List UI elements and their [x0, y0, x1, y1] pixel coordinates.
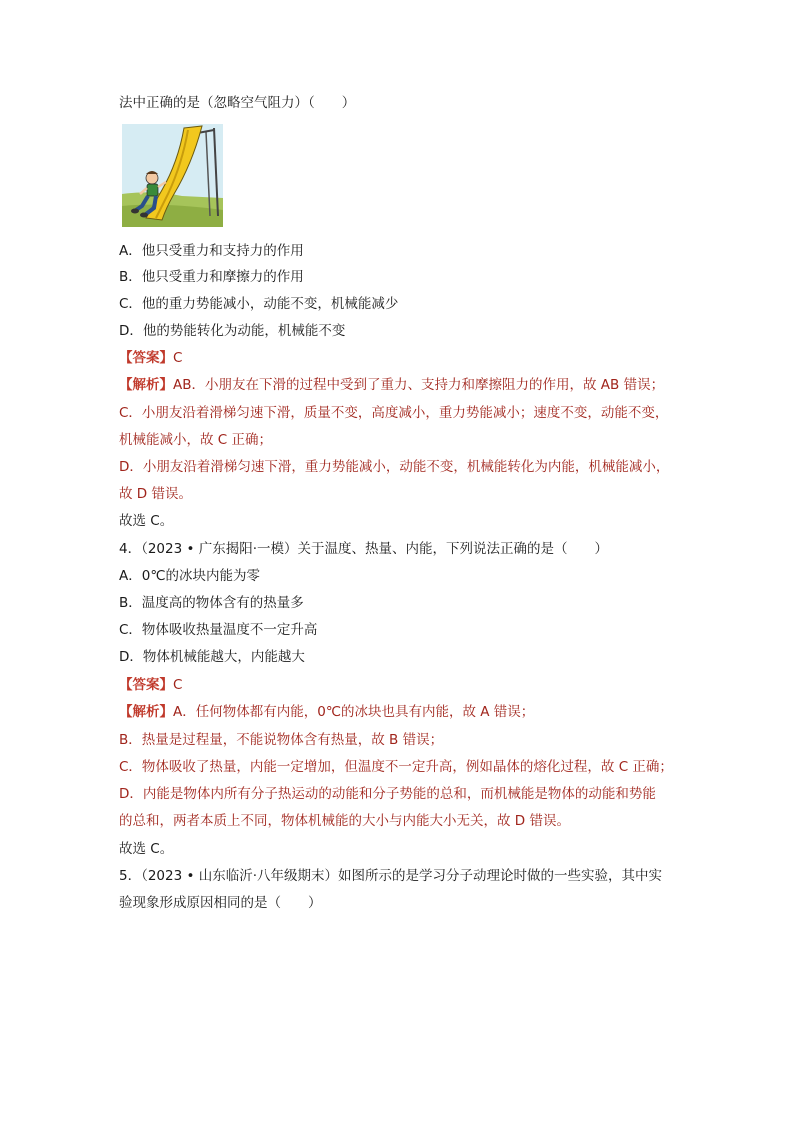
- q4-analysis-line-1: [119, 703, 534, 721]
- analysis-tag: 【解析】: [119, 704, 173, 720]
- q5-stem-line-2: 验现象形成原因相同的是（ ）: [119, 895, 322, 911]
- q3-option-c: C．他的重力势能减小，动能不变，机械能减少: [119, 296, 399, 312]
- q4-option-b: B．温度高的物体含有的热量多: [119, 595, 304, 611]
- q4-option-d: D．物体机械能越大，内能越大: [119, 649, 305, 665]
- q4-conclusion: 故选 C。: [119, 841, 174, 857]
- q4-option-c: C．物体吸收热量温度不一定升高: [119, 622, 318, 638]
- answer-tag: 【答案】: [119, 350, 173, 366]
- q3-option-d: D．他的势能转化为动能，机械能不变: [119, 323, 346, 339]
- q3-analysis-line-3: 机械能减小，故 C 正确；: [119, 432, 273, 448]
- q3-option-b: B．他只受重力和摩擦力的作用: [119, 269, 304, 285]
- q4-analysis-line-3: C．物体吸收了热量，内能一定增加，但温度不一定升高，例如晶体的熔化过程，故 C 正确；: [119, 759, 673, 775]
- q3-stem-tail: 法中正确的是（忽略空气阻力）（ ）: [119, 95, 356, 111]
- q3-analysis-line-4: D．小朋友沿着滑梯匀速下滑，重力势能减小，动能不变，机械能转化为内能，机械能减小，: [119, 459, 670, 475]
- q4-option-a: A．0℃的冰块内能为零: [119, 568, 260, 584]
- q3-analysis-line-5: 故 D 错误。: [119, 486, 192, 502]
- answer-value: C: [173, 677, 183, 693]
- slide-illustration: [122, 124, 223, 227]
- q4-analysis-line-2: B．热量是过程量，不能说物体含有热量，故 B 错误；: [119, 732, 444, 748]
- q4-stem: 4．（2023 • 广东揭阳·一模）关于温度、热量、内能，下列说法正确的是（ ）: [119, 541, 609, 557]
- q5-stem-line-1: 5．（2023 • 山东临沂·八年级期末）如图所示的是学习分子动理论时做的一些实验，其中实: [119, 868, 663, 884]
- q3-option-a: A．他只受重力和支持力的作用: [119, 243, 304, 259]
- analysis-text: A．任何物体都有内能，0℃的冰块也具有内能，故 A 错误；: [173, 704, 535, 720]
- q3-conclusion: 故选 C。: [119, 513, 174, 529]
- q4-analysis-line-5: 的总和，两者本质上不同，物体机械能的大小与内能大小无关，故 D 错误。: [119, 813, 570, 829]
- q4-analysis-line-4: D．内能是物体内所有分子热运动的动能和分子势能的总和，而机械能是物体的动能和势能: [119, 786, 656, 802]
- q3-analysis-line-1: [119, 376, 664, 394]
- analysis-text: AB．小朋友在下滑的过程中受到了重力、支持力和摩擦阻力的作用，故 AB 错误；: [173, 377, 665, 393]
- q4-answer: [119, 676, 182, 694]
- answer-tag: 【答案】: [119, 677, 173, 693]
- q3-analysis-line-2: C．小朋友沿着滑梯匀速下滑，质量不变，高度减小，重力势能减小；速度不变，动能不变，: [119, 405, 669, 421]
- answer-value: C: [173, 350, 183, 366]
- analysis-tag: 【解析】: [119, 377, 173, 393]
- q3-answer: [119, 349, 182, 367]
